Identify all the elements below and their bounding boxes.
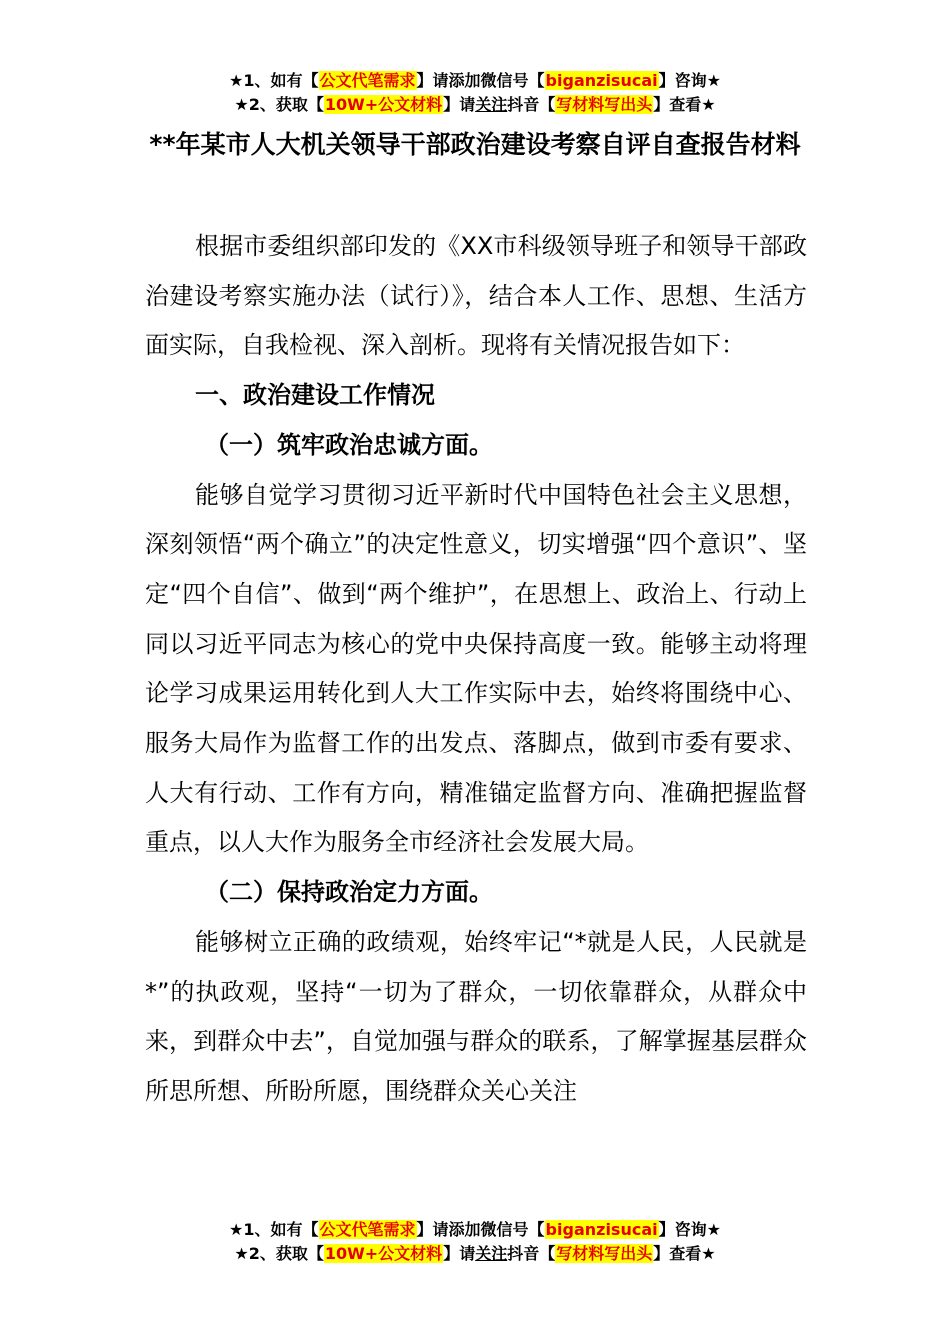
body-paragraph: 能够树立正确的政绩观，始终牢记“*就是人民，人民就是*”的执政观，坚持“一切为了群众，一切依靠群众，从群众中来，到群众中去”，自觉加强与群众的联系，了解掌握基层群众所思所想、所盼所愿，围绕群众关心关注: [145, 927, 807, 1105]
notice-line-1: ★1、如有【公文代笔需求】请添加微信号【biganzisucai】咨询★: [229, 71, 721, 90]
document-title: **年某市人大机关领导干部政治建设考察自评自查报告材料: [149, 130, 801, 159]
notice-wechat-id: biganzisucai: [545, 71, 658, 90]
body-paragraph: 能够自觉学习贯彻习近平新时代中国特色社会主义思想，深刻领悟“两个确立”的决定性意义，切实增强“四个意识”、坚定“四个自信”、做到“两个维护”，在思想上、政治上、行动上同以习近平同志为核心的党中央保持高度一致。能够主动将理论学习成果运用转化到人大工作实际中去，始终将围绕中心、服务大局作为监督工作的出发点、落脚点，做到市委有要求、人大有行动、工作有方向，精准锚定监督方向、准确把握监督重点，以人大作为服务全市经济社会发展大局。: [145, 480, 807, 857]
notice-highlight: 写材料写出头: [556, 1244, 653, 1263]
notice-line-1: ★1、如有【公文代笔需求】请添加微信号【biganzisucai】咨询★: [229, 1220, 721, 1239]
notice-highlight: 10W+公文材料: [324, 95, 443, 114]
notice-highlight: 写材料写出头: [556, 95, 653, 114]
top-notice: [0, 69, 950, 117]
bottom-notice: [0, 1218, 950, 1266]
notice-highlight: 10W+公文材料: [324, 1244, 443, 1263]
subsection-heading: （二）保持政治定力方面。: [205, 878, 493, 907]
subsection-heading: （一）筑牢政治忠诚方面。: [205, 430, 493, 459]
notice-highlight: 公文代笔需求: [319, 71, 416, 90]
intro-paragraph: 根据市委组织部印发的《XX市科级领导班子和领导干部政治建设考察实施办法（试行）》，结合本人工作、思想、生活方面实际，自我检视、深入剖析。现将有关情况报告如下：: [145, 232, 807, 360]
section-heading: 一、政治建设工作情况: [195, 381, 435, 410]
notice-line-2: ★2、获取【10W+公文材料】请关注抖音【写材料写出头】查看★: [234, 95, 716, 114]
document-body: [145, 222, 807, 1117]
notice-line-2: ★2、获取【10W+公文材料】请关注抖音【写材料写出头】查看★: [234, 1244, 716, 1263]
notice-highlight: 公文代笔需求: [319, 1220, 416, 1239]
notice-wechat-id: biganzisucai: [545, 1220, 658, 1239]
